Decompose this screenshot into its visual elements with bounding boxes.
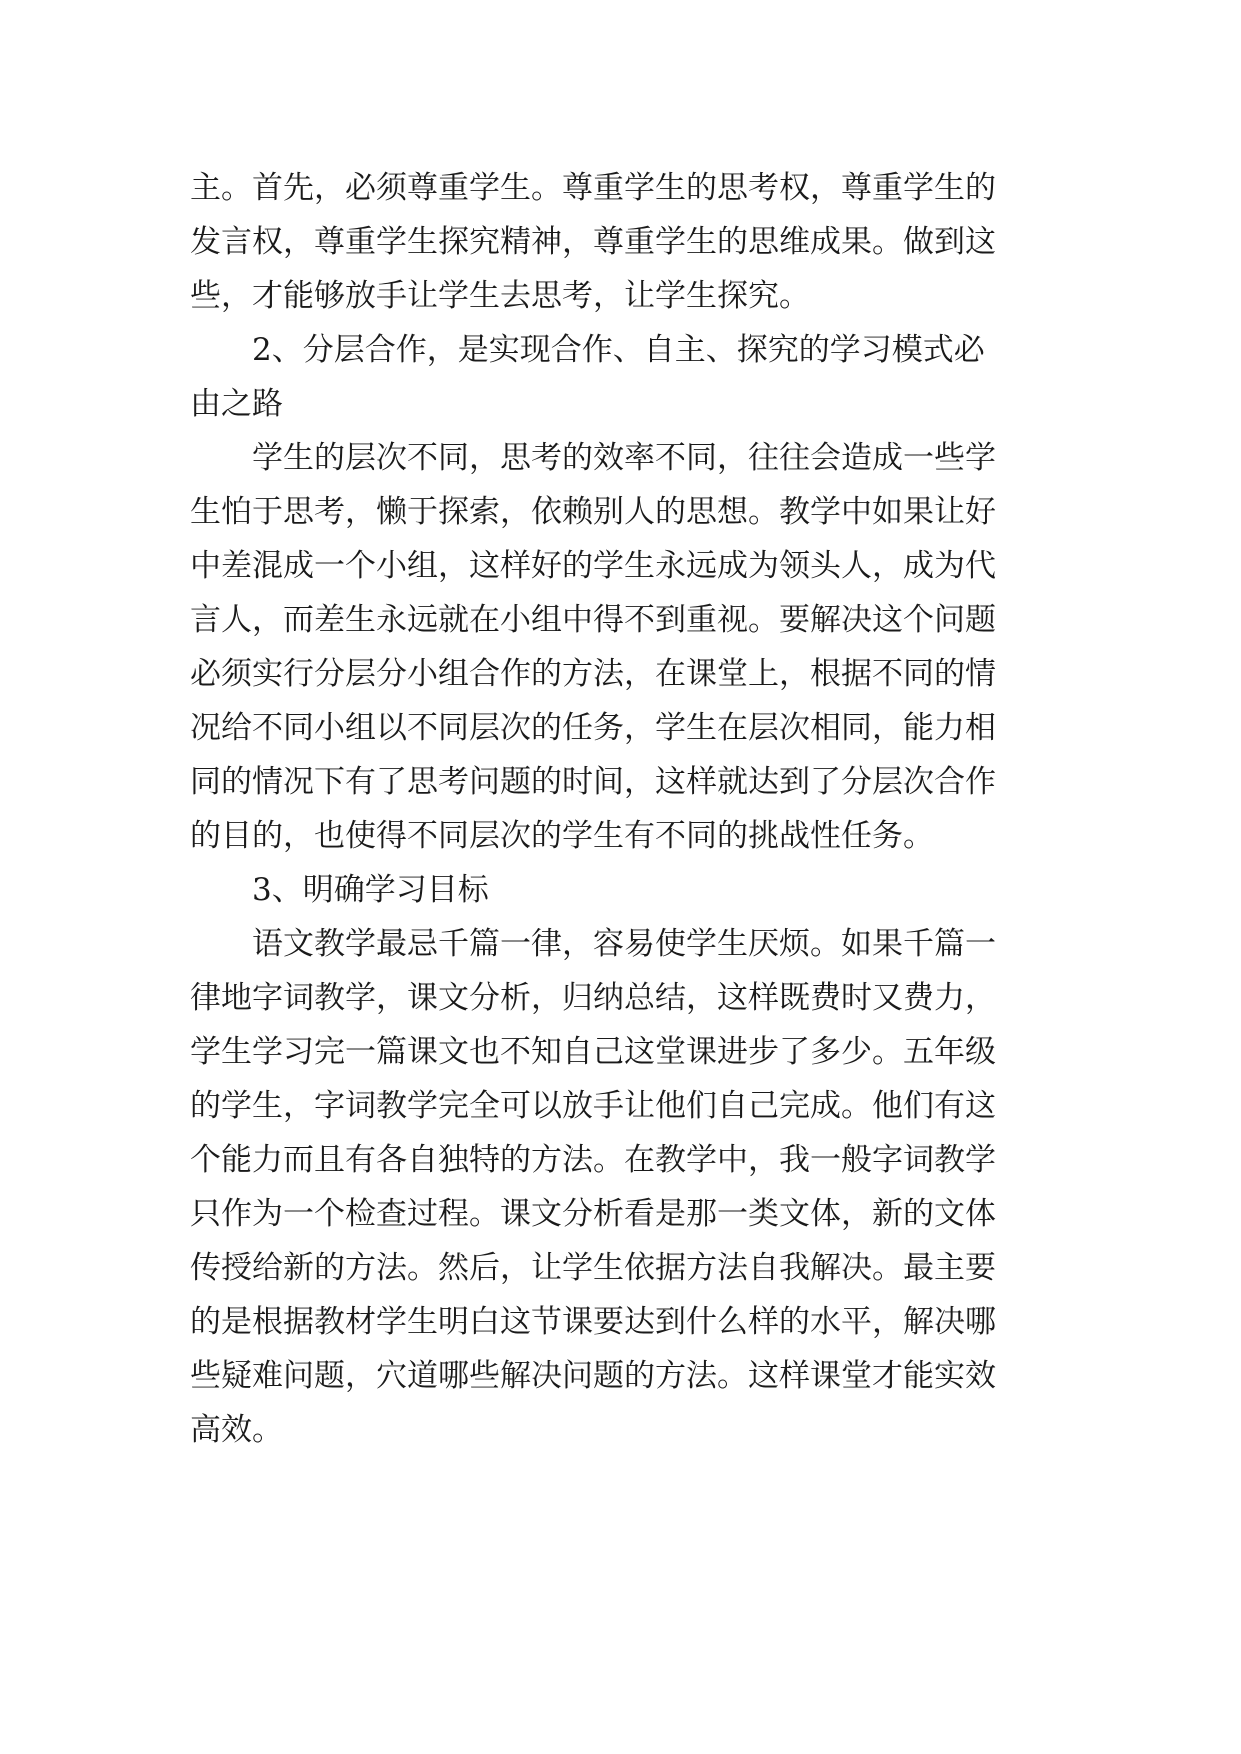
text-line: 学生学习完一篇课文也不知自己这堂课进步了多少。五年级: [190, 1034, 996, 1070]
section-heading: 2、分层合作，是实现合作、自主、探究的学习模式必: [252, 332, 985, 368]
text-line: 的学生，字词教学完全可以放手让他们自己完成。他们有这: [190, 1088, 996, 1124]
text-line: 主。首先，必须尊重学生。尊重学生的思考权，尊重学生的: [190, 170, 996, 206]
section-heading: 3、明确学习目标: [252, 872, 489, 908]
paragraph-start: 学生的层次不同，思考的效率不同，往往会造成一些学: [252, 440, 996, 476]
text-line: 中差混成一个小组，这样好的学生永远成为领头人，成为代: [190, 548, 996, 584]
text-line: 言人，而差生永远就在小组中得不到重视。要解决这个问题: [190, 602, 996, 638]
text-line: 的目的，也使得不同层次的学生有不同的挑战性任务。: [190, 818, 934, 854]
text-line: 只作为一个检查过程。课文分析看是那一类文体，新的文体: [190, 1196, 996, 1232]
text-line: 个能力而且有各自独特的方法。在教学中，我一般字词教学: [190, 1142, 996, 1178]
text-line: 生怕于思考，懒于探索，依赖别人的思想。教学中如果让好: [190, 494, 996, 530]
text-line: 些疑难问题，穴道哪些解决问题的方法。这样课堂才能实效: [190, 1358, 996, 1394]
text-line: 同的情况下有了思考问题的时间，这样就达到了分层次合作: [190, 764, 996, 800]
text-line: 的是根据教材学生明白这节课要达到什么样的水平，解决哪: [190, 1304, 996, 1340]
section-heading-continued: 由之路: [190, 386, 283, 422]
text-line: 律地字词教学，课文分析，归纳总结，这样既费时又费力，: [190, 980, 996, 1016]
text-line: 些，才能够放手让学生去思考，让学生探究。: [190, 278, 810, 314]
paragraph-start: 语文教学最忌千篇一律，容易使学生厌烦。如果千篇一: [252, 926, 996, 962]
text-line: 传授给新的方法。然后，让学生依据方法自我解决。最主要: [190, 1250, 996, 1286]
text-line: 高效。: [190, 1412, 283, 1448]
text-line: 必须实行分层分小组合作的方法，在课堂上，根据不同的情: [190, 656, 996, 692]
text-line: 况给不同小组以不同层次的任务，学生在层次相同，能力相: [190, 710, 996, 746]
text-line: 发言权，尊重学生探究精神，尊重学生的思维成果。做到这: [190, 224, 996, 260]
